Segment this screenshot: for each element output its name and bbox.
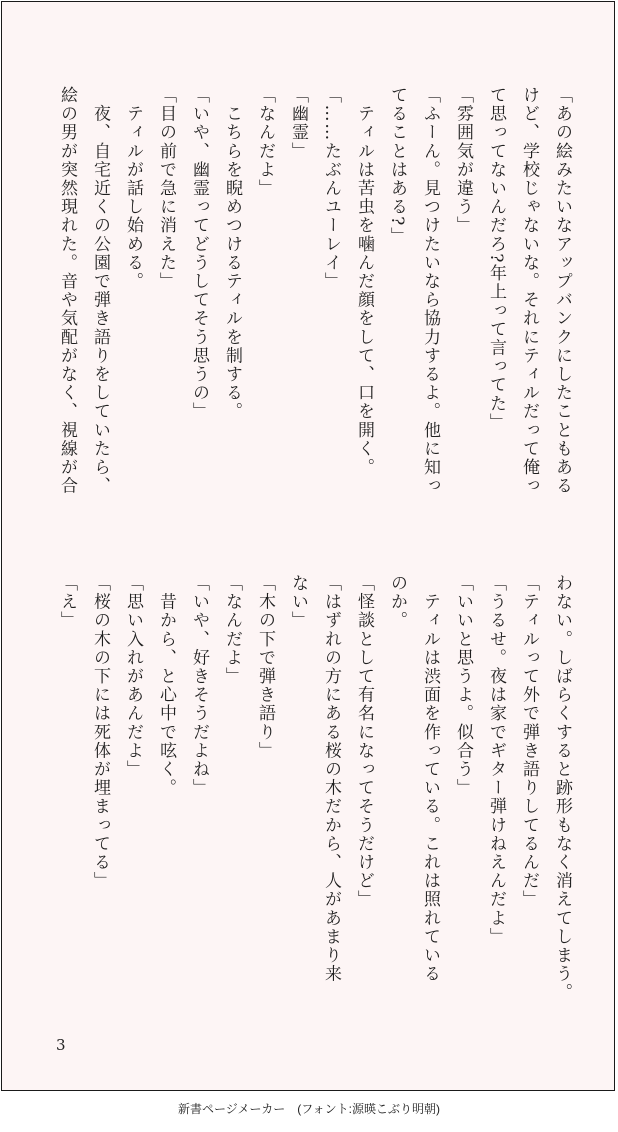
text-line: 「……たぶんユーレイ」 (321, 86, 341, 291)
text-line: ティルは苦虫を噛んだ顔をして、口を開く。 (354, 86, 374, 477)
text-line: 「思い入れがあんだよ」 (123, 574, 143, 779)
text-line: 「いや、好きそうだよね」 (189, 574, 209, 798)
text-line: 昔から、と心中で呟く。 (156, 574, 176, 798)
text-line: 「目の前で急に消えた」 (156, 86, 176, 291)
text-line: 「怪談として有名になってそうだけど」 (354, 574, 374, 909)
text-line: 「幽霊」 (288, 86, 308, 161)
text-line: 「え」 (57, 574, 77, 630)
text-line: 「うるせ。夜は家でギター弾けねえんだよ」 (486, 574, 506, 946)
text-line: 「雰囲気が違う」 (453, 86, 473, 235)
text-line: けど、学校じゃないな。それにティルだって俺っ (519, 86, 539, 496)
upper-text-block (50, 86, 578, 526)
text-line: て思ってないんだろ?年上って言ってた」 (486, 86, 506, 432)
text-line: ティルは渋面を作っている。これは照れている (420, 574, 440, 984)
page-number: 3 (56, 1036, 66, 1054)
text-line: のか。 (387, 574, 407, 630)
footer-credit: 新書ページメーカー (フォント:源暎こぶり明朝) (178, 1102, 440, 1116)
text-line: 絵の男が突然現れた。音や気配がなく、視線が合 (57, 86, 77, 496)
text-line: てることはある?」 (387, 86, 407, 246)
text-line: 夜、自宅近くの公園で弾き語りをしていたら、 (90, 86, 110, 496)
text-line: こちらを睨めつけるティルを制する。 (222, 86, 242, 421)
text-line: 「はずれの方にある桜の木だから、人があまり来 (321, 574, 341, 984)
text-line: 「木の下で弾き語り」 (255, 574, 275, 760)
text-line: ない」 (288, 574, 308, 630)
book-page (1, 1, 615, 1091)
text-line: 「なんだよ」 (255, 86, 275, 198)
text-line: 「あの絵みたいなアップバンクにしたこともある (552, 86, 572, 496)
text-line: 「ティルって外で弾き語りしてるんだ」 (519, 574, 539, 909)
text-line: 「いいと思うよ。似合う」 (453, 574, 473, 798)
text-line: 「ふーん。見つけたいなら協力するよ。他に知っ (420, 86, 440, 496)
lower-text-block (50, 574, 578, 1014)
text-line: 「いや、幽霊ってどうしてそう思うの」 (189, 86, 209, 421)
text-line: 「桜の木の下には死体が埋まってる」 (90, 574, 110, 891)
text-line: ティルが話し始める。 (123, 86, 143, 291)
text-line: わない。しばらくすると跡形もなく消えてしまう。 (552, 574, 572, 1002)
text-line: 「なんだよ」 (222, 574, 242, 686)
